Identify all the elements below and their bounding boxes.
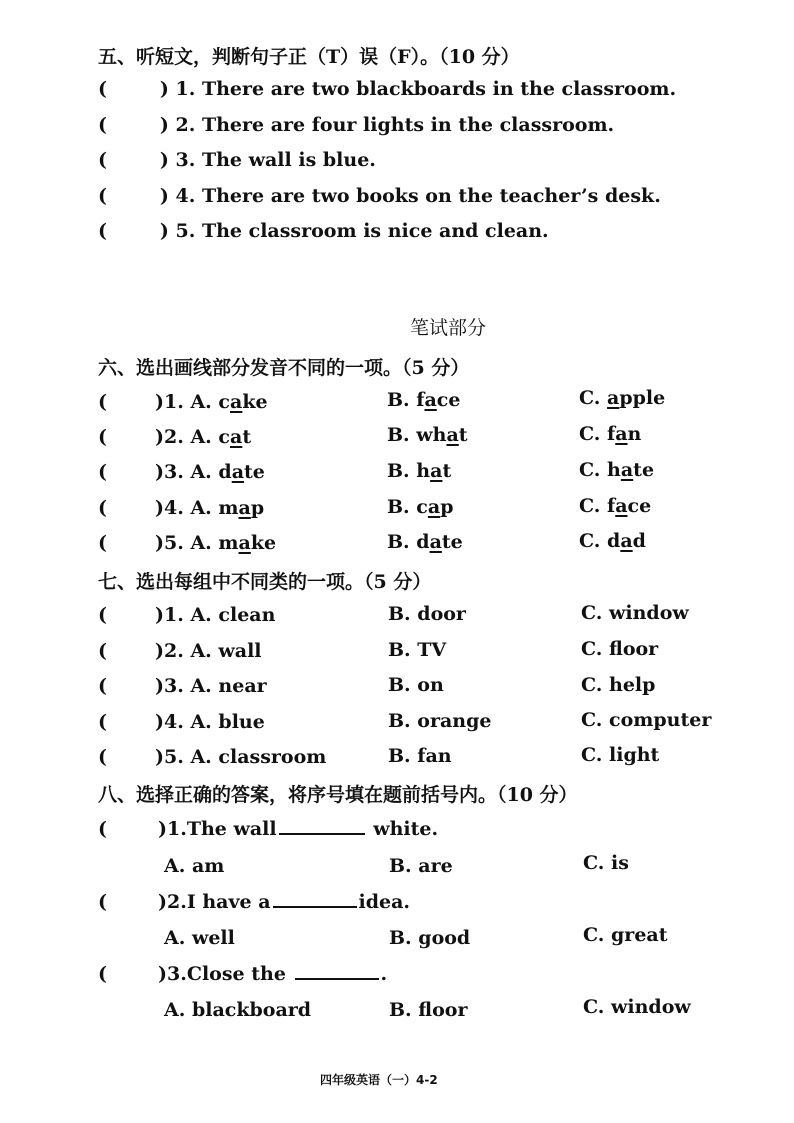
section5-item-3 <box>98 149 376 171</box>
option-c: C. great <box>583 924 668 946</box>
option-b: B. orange <box>388 710 492 732</box>
statement-text: 5. The classroom is nice and clean. <box>175 220 549 242</box>
answer-paren[interactable]: ( <box>98 532 107 554</box>
answer-paren[interactable]: ( ) <box>98 220 169 242</box>
option-c: C. dad <box>579 530 646 552</box>
answer-paren[interactable]: ( <box>98 675 107 697</box>
option-a: )5. A. classroom <box>155 746 327 768</box>
option-b: B. fan <box>388 745 452 767</box>
answer-blank[interactable] <box>279 832 365 835</box>
question-text: )3.Close the . <box>158 963 388 985</box>
question-text: )2.I have a idea. <box>158 891 411 913</box>
option-a: )3. A. near <box>155 675 267 697</box>
answer-paren[interactable]: ( <box>98 391 107 413</box>
answer-paren[interactable]: ( ) <box>98 149 169 171</box>
option-a: A. well <box>164 927 235 949</box>
section5-heading: 五、听短文，判断句子正（T）误（F）。（10 分） <box>98 46 520 68</box>
section5-item-5 <box>98 220 549 242</box>
section5-item-4 <box>98 185 661 207</box>
option-c: C. window <box>583 996 691 1018</box>
answer-paren[interactable]: ( <box>98 891 107 913</box>
option-c: C. hate <box>579 459 655 481</box>
option-a: A. am <box>164 855 225 877</box>
section8-heading: 八、选择正确的答案，将序号填在题前括号内。（10 分） <box>98 784 578 806</box>
option-b: B. hat <box>387 460 452 482</box>
answer-paren[interactable]: ( <box>98 461 107 483</box>
answer-blank[interactable] <box>295 977 379 980</box>
answer-paren[interactable]: ( ) <box>98 185 169 207</box>
option-a: )3. A. date <box>155 461 265 483</box>
option-a: )1. A. cake <box>155 391 268 413</box>
option-c: C. computer <box>581 709 712 731</box>
option-a: )2. A. wall <box>155 640 262 662</box>
option-a: )2. A. cat <box>155 426 252 448</box>
option-a: )4. A. map <box>155 497 265 519</box>
option-b: B. TV <box>388 639 447 661</box>
option-a: )1. A. clean <box>155 604 276 626</box>
section7-heading: 七、选出每组中不同类的一项。（5 分） <box>98 571 432 593</box>
section5-item-1 <box>98 78 676 100</box>
answer-paren[interactable]: ( <box>98 640 107 662</box>
page-footer: 四年级英语（一）4-2 <box>320 1073 438 1087</box>
option-c: C. fan <box>579 423 642 445</box>
option-c: C. apple <box>579 387 666 409</box>
option-c: C. floor <box>581 638 659 660</box>
option-b: B. are <box>389 855 453 877</box>
answer-paren[interactable]: ( <box>98 426 107 448</box>
option-b: B. floor <box>389 999 468 1021</box>
answer-paren[interactable]: ( <box>98 818 107 840</box>
answer-paren[interactable]: ( ) <box>98 78 169 100</box>
option-b: B. cap <box>387 496 454 518</box>
option-b: B. good <box>389 927 471 949</box>
answer-paren[interactable]: ( <box>98 711 107 733</box>
option-c: C. light <box>581 744 660 766</box>
statement-text: 3. The wall is blue. <box>175 149 376 171</box>
written-part-title: 笔试部分 <box>410 317 487 339</box>
section5-item-2 <box>98 114 614 136</box>
statement-text: 1. There are two blackboards in the classroom. <box>175 78 677 100</box>
option-c: C. is <box>583 852 629 874</box>
answer-paren[interactable]: ( <box>98 963 107 985</box>
section6-heading: 六、选出画线部分发音不同的一项。（5 分） <box>98 357 470 379</box>
option-a: A. blackboard <box>164 999 312 1021</box>
option-b: B. date <box>387 531 463 553</box>
statement-text: 2. There are four lights in the classroom. <box>175 114 615 136</box>
option-b: B. door <box>388 603 466 625</box>
option-b: B. what <box>387 424 468 446</box>
option-c: C. help <box>581 674 656 696</box>
option-a: )4. A. blue <box>155 711 265 733</box>
option-b: B. face <box>387 389 461 411</box>
answer-blank[interactable] <box>273 905 357 908</box>
question-text: )1.The wall white. <box>158 818 439 840</box>
answer-paren[interactable]: ( <box>98 746 107 768</box>
option-c: C. window <box>581 602 689 624</box>
option-a: )5. A. make <box>155 532 277 554</box>
answer-paren[interactable]: ( ) <box>98 114 169 136</box>
answer-paren[interactable]: ( <box>98 604 107 626</box>
option-b: B. on <box>388 674 444 696</box>
option-c: C. face <box>579 495 652 517</box>
answer-paren[interactable]: ( <box>98 497 107 519</box>
statement-text: 4. There are two books on the teacher’s desk. <box>175 185 661 207</box>
